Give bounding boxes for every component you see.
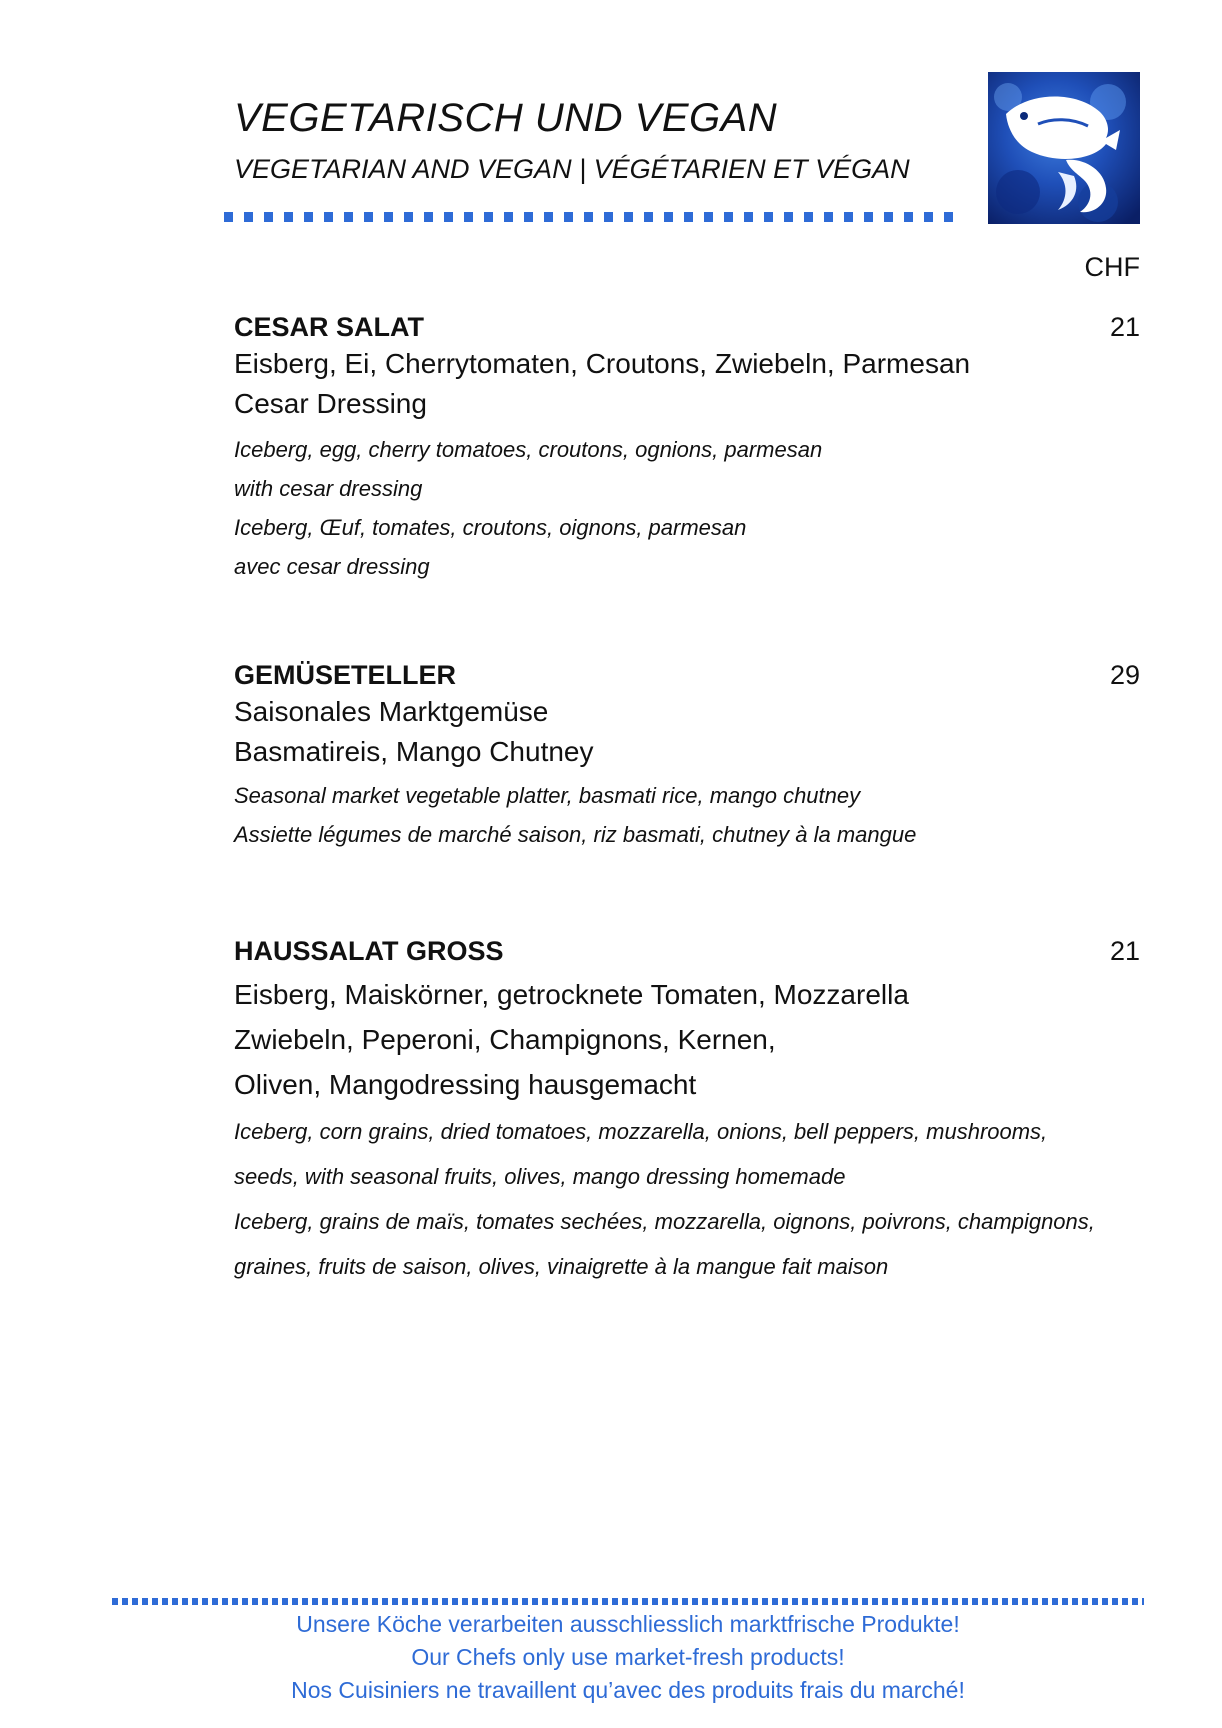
currency-label: CHF <box>1084 252 1140 282</box>
dish-translation: graines, fruits de saison, olives, vinaigrette à la mangue fait maison <box>234 1254 889 1279</box>
menu-item <box>234 310 1140 586</box>
footer-line-de: Unsere Köche verarbeiten ausschliesslich marktfrische Produkte! <box>296 1611 960 1637</box>
dish-description-de: Oliven, Mangodressing hausgemacht <box>234 1069 697 1100</box>
footer-note <box>0 1608 1222 1707</box>
dish-translation: Assiette légumes de marché saison, riz basmati, chutney à la mangue <box>234 822 917 847</box>
dish-price: 21 <box>1109 312 1140 342</box>
fish-logo-icon <box>988 72 1140 224</box>
dish-name: CESAR SALAT <box>234 312 425 342</box>
dish-translation: Seasonal market vegetable platter, basmati rice, mango chutney <box>234 783 861 808</box>
dish-translation: Iceberg, corn grains, dried tomatoes, mozzarella, onions, bell peppers, mushrooms, <box>234 1119 1048 1144</box>
dish-translation: seeds, with seasonal fruits, olives, mango dressing homemade <box>234 1164 846 1189</box>
dish-description-de: Cesar Dressing <box>234 388 427 419</box>
dish-description-de: Basmatireis, Mango Chutney <box>234 736 594 767</box>
dotted-divider-bottom <box>112 1598 1144 1605</box>
menu-item <box>234 934 1140 1289</box>
menu-item <box>234 658 1140 854</box>
page-subtitle: VEGETARIAN AND VEGAN | VÉGÉTARIEN ET VÉGAN <box>234 154 910 184</box>
dish-translation: Iceberg, egg, cherry tomatoes, croutons, ognions, parmesan <box>234 437 823 462</box>
dish-name: GEMÜSETELLER <box>234 660 457 690</box>
dish-description-de: Zwiebeln, Peperoni, Champignons, Kernen, <box>234 1024 776 1055</box>
dish-translation: Iceberg, Œuf, tomates, croutons, oignons, parmesan <box>234 515 747 540</box>
dish-translation: avec cesar dressing <box>234 554 430 579</box>
dish-description-de: Eisberg, Maiskörner, getrocknete Tomaten, Mozzarella <box>234 979 909 1010</box>
page-title: VEGETARISCH UND VEGAN <box>234 96 778 140</box>
footer-line-fr: Nos Cuisiniers ne travaillent qu’avec des produits frais du marché! <box>291 1677 965 1703</box>
dish-description-de: Eisberg, Ei, Cherrytomaten, Croutons, Zwiebeln, Parmesan <box>234 348 971 379</box>
dish-price: 21 <box>1109 936 1140 966</box>
dish-price: 29 <box>1109 660 1140 690</box>
dish-translation: with cesar dressing <box>234 476 423 501</box>
dish-name: HAUSSALAT GROSS <box>234 936 504 966</box>
dish-description-de: Saisonales Marktgemüse <box>234 696 549 727</box>
dotted-divider-top <box>224 212 958 222</box>
dish-translation: Iceberg, grains de maïs, tomates sechées, mozzarella, oignons, poivrons, champignons, <box>234 1209 1095 1234</box>
footer-line-en: Our Chefs only use market-fresh products! <box>411 1644 845 1670</box>
